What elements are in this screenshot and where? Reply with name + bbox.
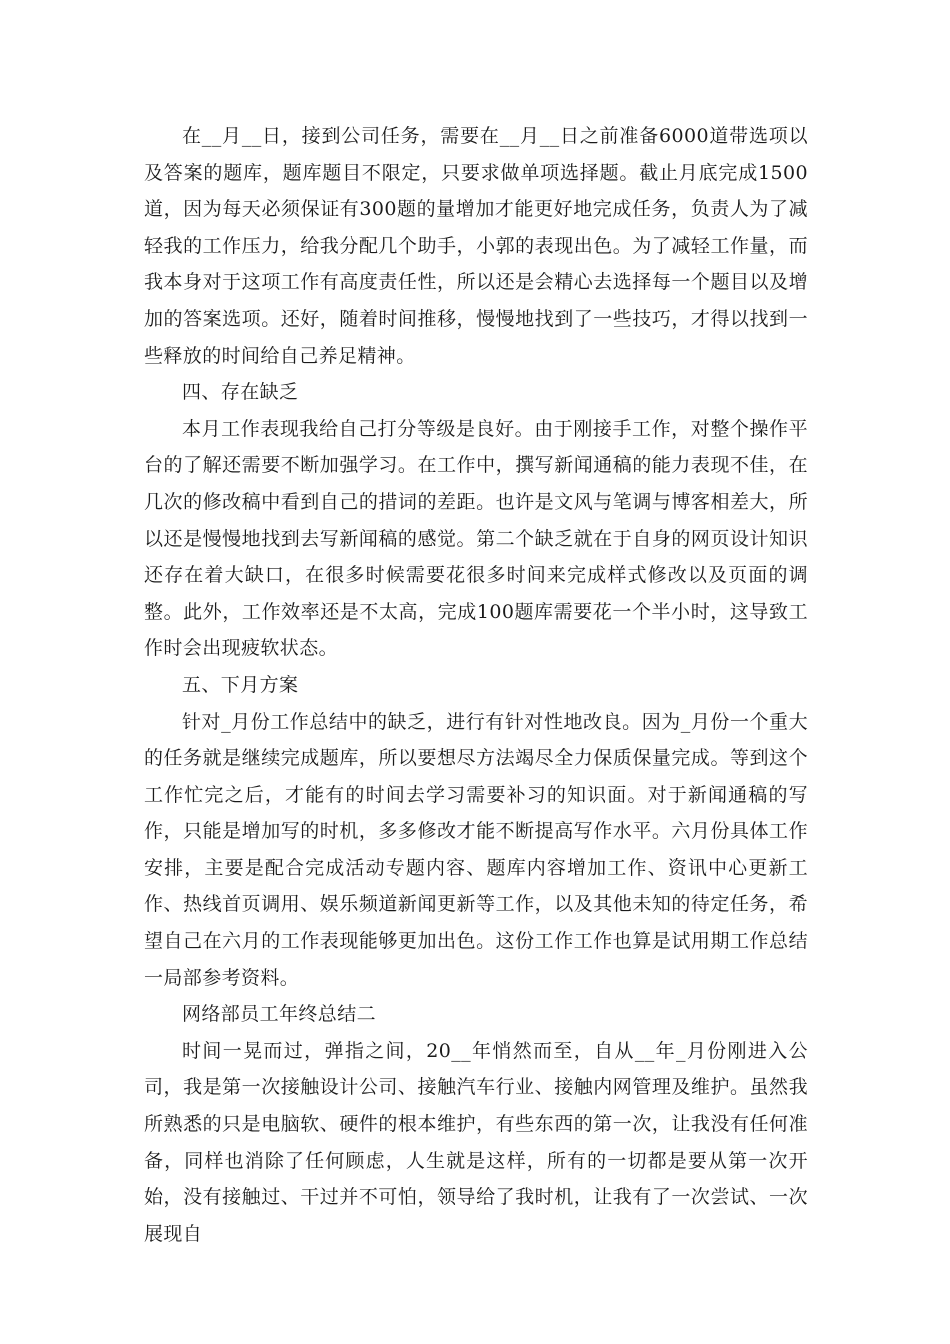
paragraph-next-month-plan: 针对_月份工作总结中的缺乏，进行有针对性地改良。因为_月份一个重大的任务就是继续完成题库，所以要想尽方法竭尽全力保质保量完成。等到这个工作忙完之后，才能有的时间去学习需要补习的知识面。对于新闻通稿的写作，只能是增加写的时机，多多修改才能不断提高写作水平。六月份具体工作安排，主要是配合完成活动专题内容、题库内容增加工作、资讯中心更新工作、热线首页调用、娱乐频道新闻更新等工作，以及其他未知的待定任务，希望自己在六月的工作表现能够更加出色。这份工作工作也算是试用期工作总结一局部参考资料。 xyxy=(144,710,808,989)
section-heading-shortcomings: 四、存在缺乏 xyxy=(182,381,299,404)
paragraph-shortcomings: 本月工作表现我给自己打分等级是良好。由于刚接手工作，对整个操作平台的了解还需要不断加强学习。在工作中，撰写新闻通稿的能力表现不佳，在几次的修改稿中看到自己的措词的差距。也许是文风与笔调与博客相差大，所以还是慢慢地找到去写新闻稿的感觉。第二个缺乏就在于自身的网页设计知识还存在着大缺口，在很多时候需要花很多时间来完成样式修改以及页面的调整。此外，工作效率还是不太高，完成100题库需要花一个半小时，这导致工作时会出现疲软状态。 xyxy=(144,417,808,660)
paragraph-summary-two: 时间一晃而过，弹指之间，20__年悄然而至，自从__年_月份刚进入公司，我是第一次接触设计公司、接触汽车行业、接触内网管理及维护。虽然我所熟悉的只是电脑软、硬件的根本维护，有些东西的第一次，让我没有任何准备，同样也消除了任何顾虑，人生就是这样，所有的一切都是要从第一次开始，没有接触过、干过并不可怕，领导给了我时机，让我有了一次尝试、一次展现自 xyxy=(144,1039,808,1245)
section-heading-summary-two: 网络部员工年终总结二 xyxy=(182,1003,377,1026)
section-heading-next-month-plan: 五、下月方案 xyxy=(182,673,299,696)
document-body xyxy=(144,118,808,1252)
paragraph-task-report: 在__月__日，接到公司任务，需要在__月__日之前准备6000道带选项以及答案的题库，题库题目不限定，只要求做单项选择题。截止月底完成1500道，因为每天必须保证有300题的量增加才能更好地完成任务，负责人为了减轻我的工作压力，给我分配几个助手，小郭的表现出色。为了减轻工作量，而我本身对于这项工作有高度责任性，所以还是会精心去选择每一个题目以及增加的答案选项。还好，随着时间推移，慢慢地找到了一些技巧，才得以找到一些释放的时间给自己养足精神。 xyxy=(144,125,808,367)
